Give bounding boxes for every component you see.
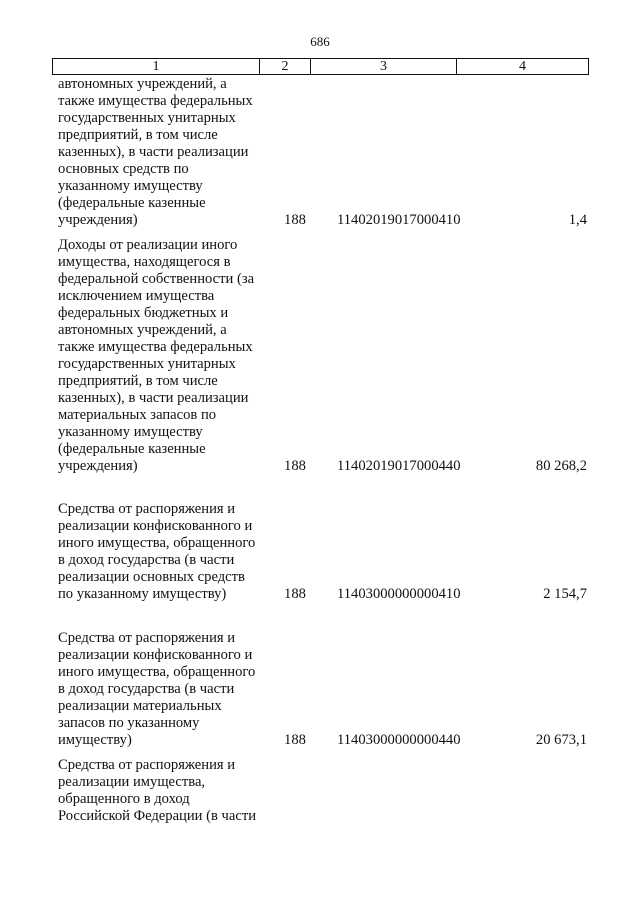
row-description: Средства от распоряжения и реализации конфискованного и иного имущества, обращенного в доход государства (в части реализации материальных запасов по указанному имуществу) <box>58 630 256 748</box>
row-description: автономных учреждений, а также имущества федеральных государственных унитарных предприятий, в том числе казенных), в части реализации основных средств по указанному имуществу (федеральные казенные учреждения) <box>58 76 253 228</box>
page-number: 686 <box>310 34 330 49</box>
row-col-3: 11402019017000410 <box>337 212 461 228</box>
row-col-4: 1,4 <box>568 212 587 228</box>
row-col-4: 2 154,7 <box>543 586 587 602</box>
table-body <box>52 76 589 825</box>
row-col-3: 11403000000000440 <box>337 732 461 748</box>
row-col-3: 11403000000000410 <box>337 586 461 602</box>
table-row <box>52 237 589 475</box>
header-col-2: 2 <box>260 59 311 75</box>
table-row <box>52 76 589 229</box>
row-col-2: 188 <box>284 212 306 228</box>
row-col-4: 20 673,1 <box>535 732 587 748</box>
table-row <box>52 630 589 749</box>
header-col-3: 3 <box>311 59 457 75</box>
row-description: Средства от распоряжения и реализации имущества, обращенного в доход Российской Федерации (в части <box>58 757 257 824</box>
row-description: Средства от распоряжения и реализации конфискованного и иного имущества, обращенного в доход государства (в части реализации основных средств по указанному имуществу) <box>58 501 256 602</box>
row-col-2: 188 <box>284 732 306 748</box>
table-row <box>52 757 589 825</box>
table-row <box>52 501 589 603</box>
table-header <box>52 58 589 75</box>
row-col-3: 11402019017000440 <box>337 458 461 474</box>
row-col-4: 80 268,2 <box>535 458 587 474</box>
row-col-2: 188 <box>284 458 306 474</box>
header-col-1: 1 <box>53 59 260 75</box>
header-col-4: 4 <box>457 59 589 75</box>
row-description: Доходы от реализации иного имущества, находящегося в федеральной собственности (за исключением имущества федеральных бюджетных и автономных учреждений, а также имущества федеральных государственных унитарных предприятий, в том числе казенных), в части реализации материальных запасов по указанному имуществу (федеральные казенные учреждения) <box>58 237 255 474</box>
row-col-2: 188 <box>284 586 306 602</box>
